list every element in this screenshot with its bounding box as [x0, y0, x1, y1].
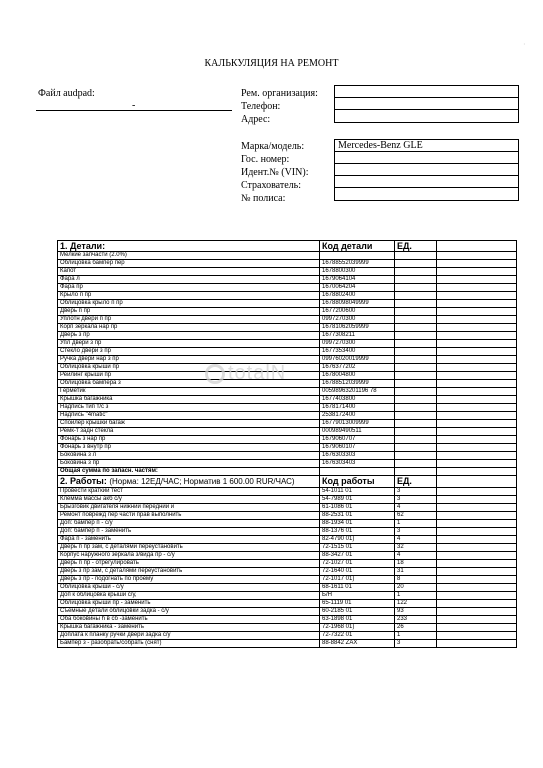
part-name: Фара пр — [58, 284, 320, 292]
work-name: Провести краткий тест — [58, 488, 320, 496]
works-row — [58, 544, 517, 552]
part-code — [320, 252, 395, 260]
work-qty: 20 — [395, 584, 437, 592]
work-qty: 8 — [395, 576, 437, 584]
work-extra — [437, 528, 517, 536]
parts-row — [58, 268, 517, 276]
part-name: Облицовка крыло п пр — [58, 300, 320, 308]
part-code: 1679060707 — [320, 436, 395, 444]
part-code: 1678171400 — [320, 404, 395, 412]
part-extra — [437, 428, 517, 436]
part-extra — [437, 444, 517, 452]
part-qty — [395, 380, 437, 388]
part-qty — [395, 276, 437, 284]
part-qty — [395, 284, 437, 292]
insured-field[interactable] — [335, 176, 518, 188]
work-extra — [437, 640, 517, 648]
work-code: 54-1011 01 — [320, 488, 395, 496]
part-code: 1678802400 — [320, 292, 395, 300]
part-qty — [395, 452, 437, 460]
parts-row — [58, 356, 517, 364]
work-code: 54-7989 01 — [320, 496, 395, 504]
works-row — [58, 512, 517, 520]
work-code: 82-4790 01) — [320, 536, 395, 544]
work-name: Крышка багажника - заменить — [58, 624, 320, 632]
part-code: 00598963201196 78 — [320, 388, 395, 396]
part-qty — [395, 372, 437, 380]
part-extra — [437, 388, 517, 396]
works-code-header: Код работы — [320, 476, 395, 488]
work-extra — [437, 496, 517, 504]
part-extra — [437, 364, 517, 372]
works-row — [58, 624, 517, 632]
work-code: 72-1640 01 — [320, 568, 395, 576]
part-extra — [437, 372, 517, 380]
work-name: Дверь п пр зам, с деталями переустановить — [58, 544, 320, 552]
part-name: Облицовка бампер пер — [58, 260, 320, 268]
part-name: Боковина з л — [58, 452, 320, 460]
work-name: Доплата к планку ручки двери задка с/у — [58, 632, 320, 640]
part-code: 1678004800 — [320, 372, 395, 380]
vehicle-fields-box — [334, 139, 519, 201]
work-code: 65-1119 01 — [320, 600, 395, 608]
works-row — [58, 568, 517, 576]
parts-row — [58, 388, 517, 396]
part-name: Дверь п пр — [58, 308, 320, 316]
part-name: Облицовка крыши пр — [58, 364, 320, 372]
part-extra — [437, 452, 517, 460]
parts-sum-extra — [437, 468, 517, 476]
parts-row — [58, 316, 517, 324]
work-extra — [437, 504, 517, 512]
policy-label: № полиса: — [241, 193, 286, 204]
work-code: 88-8842 ZAX — [320, 640, 395, 648]
parts-row — [58, 372, 517, 380]
part-qty — [395, 396, 437, 404]
part-code: 1679060107 — [320, 444, 395, 452]
works-row — [58, 488, 517, 496]
work-qty: 26 — [395, 624, 437, 632]
parts-row — [58, 300, 517, 308]
work-qty: 1 — [395, 520, 437, 528]
part-qty — [395, 300, 437, 308]
vin-label: Идент.№ (VIN): — [241, 167, 309, 178]
work-qty: 93 — [395, 608, 437, 616]
part-extra — [437, 340, 517, 348]
parts-section-header — [58, 241, 517, 252]
parts-row — [58, 412, 517, 420]
work-name: Облицовка крыши пр - заменить — [58, 600, 320, 608]
work-name: Доп: бампер п - заменить — [58, 528, 320, 536]
work-code: 72-7322 01 — [320, 632, 395, 640]
work-code: 88-1934 01 — [320, 520, 395, 528]
part-qty — [395, 252, 437, 260]
work-code: 72-1027 01 — [320, 560, 395, 568]
part-qty — [395, 420, 437, 428]
part-name: Боковина з пр — [58, 460, 320, 468]
work-qty: 62 — [395, 512, 437, 520]
part-code: 1678800300 — [320, 268, 395, 276]
parts-row — [58, 452, 517, 460]
work-extra — [437, 568, 517, 576]
part-name: Упл двери з пр — [58, 340, 320, 348]
part-code: 1676303303 — [320, 452, 395, 460]
work-name: Фара п - заменить — [58, 536, 320, 544]
work-name: Клемма массы акб с/у — [58, 496, 320, 504]
calculation-table — [57, 240, 517, 648]
vin-field[interactable] — [335, 164, 518, 176]
part-code: 16788552039999 — [320, 260, 395, 268]
part-name: Капот — [58, 268, 320, 276]
part-name: Надпись "4matic" — [58, 412, 320, 420]
works-subtitle: (Норма: 12ЕД/ЧАС; Норматив 1 600.00 RUR/ЧАС) — [109, 477, 295, 486]
file-value: - — [132, 100, 136, 111]
parts-sum-label: Общая сумма по запасн. частям: — [58, 468, 320, 476]
part-qty — [395, 356, 437, 364]
work-code: 72-1017 01) — [320, 576, 395, 584]
parts-row — [58, 292, 517, 300]
plate-label: Гос. номер: — [241, 154, 290, 165]
phone-label: Телефон: — [241, 101, 281, 112]
part-name: Крышка багажника — [58, 396, 320, 404]
part-name: Фара л — [58, 276, 320, 284]
parts-row — [58, 276, 517, 284]
works-row — [58, 528, 517, 536]
part-name: Фонарь з внутр пр — [58, 444, 320, 452]
part-code: 09976020019999 — [320, 356, 395, 364]
parts-row — [58, 348, 517, 356]
parts-row — [58, 404, 517, 412]
part-code: 1677200600 — [320, 308, 395, 316]
part-qty — [395, 460, 437, 468]
work-code: 61-1086 01 — [320, 504, 395, 512]
part-extra — [437, 316, 517, 324]
work-name: Бампер з - разобрать/собрать (снят) — [58, 640, 320, 648]
phone-field[interactable] — [335, 98, 518, 110]
work-code: 60-2185 01 — [320, 608, 395, 616]
part-name: Крыло п пр — [58, 292, 320, 300]
work-qty: 1 — [395, 632, 437, 640]
part-qty — [395, 364, 437, 372]
work-qty: 31 — [395, 568, 437, 576]
work-extra — [437, 584, 517, 592]
part-extra — [437, 420, 517, 428]
work-extra — [437, 512, 517, 520]
org-label: Рем. организация: — [241, 88, 318, 99]
parts-code-header: Код детали — [320, 241, 395, 252]
work-code: 72-1968 01) — [320, 624, 395, 632]
works-row — [58, 560, 517, 568]
part-qty — [395, 316, 437, 324]
part-name: Уплотн двери п пр — [58, 316, 320, 324]
parts-sum-code — [320, 468, 395, 476]
watermark-logo-icon — [205, 364, 225, 384]
work-extra — [437, 520, 517, 528]
plate-field[interactable] — [335, 152, 518, 164]
part-code: 1677403800 — [320, 396, 395, 404]
parts-row — [58, 332, 517, 340]
work-qty: 3 — [395, 496, 437, 504]
work-qty: 3 — [395, 528, 437, 536]
part-extra — [437, 252, 517, 260]
policy-field[interactable] — [335, 188, 518, 200]
work-extra — [437, 624, 517, 632]
work-name: Облицовка крыши - с/у — [58, 584, 320, 592]
works-row — [58, 504, 517, 512]
parts-row — [58, 252, 517, 260]
work-name: Брызговик двигателя нижний передний и — [58, 504, 320, 512]
works-title-cell — [58, 476, 320, 488]
work-name: Дверь п пр - отрегулировать — [58, 560, 320, 568]
part-code: 16788098049999 — [320, 300, 395, 308]
work-code: 88-2531 01 — [320, 512, 395, 520]
part-code: 2538172400 — [320, 412, 395, 420]
parts-row — [58, 308, 517, 316]
model-field[interactable]: Mercedes-Benz GLE — [335, 140, 518, 152]
part-code: 16779013009999 — [320, 420, 395, 428]
part-code: 1676303403 — [320, 460, 395, 468]
part-code: 0997270300 — [320, 340, 395, 348]
part-name: Мелкие запчасти (2.0%) — [58, 252, 320, 260]
work-qty: 4 — [395, 536, 437, 544]
works-row — [58, 520, 517, 528]
work-name: Дверь з пр - подогнать по проему — [58, 576, 320, 584]
work-qty: 1 — [395, 592, 437, 600]
address-field[interactable] — [335, 110, 518, 122]
document-title: КАЛЬКУЛЯЦИЯ НА РЕМОНТ — [204, 58, 339, 69]
part-name: Стекло двери з пр — [58, 348, 320, 356]
works-row — [58, 640, 517, 648]
part-extra — [437, 268, 517, 276]
part-qty — [395, 404, 437, 412]
parts-row — [58, 340, 517, 348]
part-name: Ручка двери нар з пр — [58, 356, 320, 364]
work-qty: 3 — [395, 640, 437, 648]
works-row — [58, 592, 517, 600]
works-row — [58, 600, 517, 608]
parts-row — [58, 260, 517, 268]
part-extra — [437, 412, 517, 420]
part-name: Рейлинг крыши пр — [58, 372, 320, 380]
parts-sum-qty — [395, 468, 437, 476]
part-qty — [395, 308, 437, 316]
part-extra — [437, 396, 517, 404]
parts-row — [58, 324, 517, 332]
part-code: 1676377202 — [320, 364, 395, 372]
works-section-header — [58, 476, 517, 488]
work-extra — [437, 560, 517, 568]
parts-row — [58, 396, 517, 404]
corner-mark: · — [523, 40, 526, 49]
part-qty — [395, 324, 437, 332]
work-extra — [437, 592, 517, 600]
part-extra — [437, 404, 517, 412]
works-row — [58, 552, 517, 560]
part-extra — [437, 460, 517, 468]
part-name: Фонарь з нар пр — [58, 436, 320, 444]
works-row — [58, 496, 517, 504]
works-extra-header — [437, 476, 517, 488]
work-qty: 233 — [395, 616, 437, 624]
parts-row — [58, 380, 517, 388]
work-name: Дверь з пр зам, с деталями переустановить — [58, 568, 320, 576]
part-code: 1677308211 — [320, 332, 395, 340]
part-extra — [437, 300, 517, 308]
work-extra — [437, 536, 517, 544]
work-code: 88-1376 01 — [320, 528, 395, 536]
part-code: 1670064204 — [320, 284, 395, 292]
part-extra — [437, 260, 517, 268]
work-extra — [437, 544, 517, 552]
part-code: 16788512039999 — [320, 380, 395, 388]
works-row — [58, 576, 517, 584]
part-name: Надпись тип т/с з — [58, 404, 320, 412]
part-qty — [395, 332, 437, 340]
works-row — [58, 632, 517, 640]
works-row — [58, 584, 517, 592]
part-name: Ремк-т задн стекла — [58, 428, 320, 436]
work-extra — [437, 600, 517, 608]
part-extra — [437, 308, 517, 316]
part-qty — [395, 260, 437, 268]
work-extra — [437, 608, 517, 616]
file-label: Файл audpad: — [38, 88, 95, 99]
part-qty — [395, 348, 437, 356]
work-code: 63-1898 01 — [320, 616, 395, 624]
part-extra — [437, 292, 517, 300]
parts-sum-row — [58, 468, 517, 476]
parts-qty-header: ЕД. — [395, 241, 437, 252]
parts-row — [58, 428, 517, 436]
address-label: Адрес: — [241, 114, 271, 125]
work-extra — [437, 576, 517, 584]
part-qty — [395, 436, 437, 444]
part-name: Дверь з пр — [58, 332, 320, 340]
part-extra — [437, 380, 517, 388]
parts-row — [58, 460, 517, 468]
work-code: 68-1611 01 — [320, 584, 395, 592]
work-name: Доп: бампер п - с/у — [58, 520, 320, 528]
parts-row — [58, 364, 517, 372]
part-extra — [437, 436, 517, 444]
insured-label: Страхователь: — [241, 180, 301, 191]
work-code: Б/Н — [320, 592, 395, 600]
part-code: 16781062059999 — [320, 324, 395, 332]
works-row — [58, 616, 517, 624]
work-extra — [437, 632, 517, 640]
watermark: totalN — [205, 362, 286, 385]
part-extra — [437, 332, 517, 340]
part-code: 000989490511 — [320, 428, 395, 436]
parts-title: 1. Детали: — [58, 241, 320, 252]
work-qty: 32 — [395, 544, 437, 552]
work-name: Съемные детали облицовки задка - с/у — [58, 608, 320, 616]
parts-row — [58, 444, 517, 452]
part-extra — [437, 348, 517, 356]
work-qty: 4 — [395, 504, 437, 512]
part-qty — [395, 340, 437, 348]
parts-row — [58, 284, 517, 292]
parts-row — [58, 436, 517, 444]
work-code: 72-1515 01 — [320, 544, 395, 552]
part-extra — [437, 324, 517, 332]
org-fields-box — [334, 85, 519, 123]
part-name: Корп зеркала нар пр — [58, 324, 320, 332]
works-title: 2. Работы: — [60, 476, 107, 486]
part-code: 1677353400 — [320, 348, 395, 356]
work-name: Ремонт поврежд пер части прав выполнить — [58, 512, 320, 520]
model-label: Марка/модель: — [241, 141, 305, 152]
part-qty — [395, 428, 437, 436]
works-row — [58, 608, 517, 616]
parts-row — [58, 420, 517, 428]
work-extra — [437, 552, 517, 560]
part-qty — [395, 388, 437, 396]
work-qty: 18 — [395, 560, 437, 568]
part-extra — [437, 284, 517, 292]
work-extra — [437, 488, 517, 496]
part-qty — [395, 292, 437, 300]
works-qty-header: ЕД. — [395, 476, 437, 488]
part-name: Облицовка бампера з — [58, 380, 320, 388]
org-field[interactable] — [335, 86, 518, 98]
work-name: Оба боковины h в сб -заменить — [58, 616, 320, 624]
work-name: Доп к облицовка крыши с/у, — [58, 592, 320, 600]
work-extra — [437, 616, 517, 624]
work-code: 88-3427 01 — [320, 552, 395, 560]
part-extra — [437, 276, 517, 284]
part-qty — [395, 268, 437, 276]
part-name: Спойлер крышки багаж — [58, 420, 320, 428]
part-qty — [395, 444, 437, 452]
work-name: Корпус наружного зеркала з/вида пр - с/у — [58, 552, 320, 560]
works-row — [58, 536, 517, 544]
part-qty — [395, 412, 437, 420]
part-extra — [437, 356, 517, 364]
part-code: 1679064104 — [320, 276, 395, 284]
part-name: Герметик — [58, 388, 320, 396]
work-qty: 122 — [395, 600, 437, 608]
work-qty: 4 — [395, 552, 437, 560]
part-code: 0997270300 — [320, 316, 395, 324]
work-qty: 3 — [395, 488, 437, 496]
